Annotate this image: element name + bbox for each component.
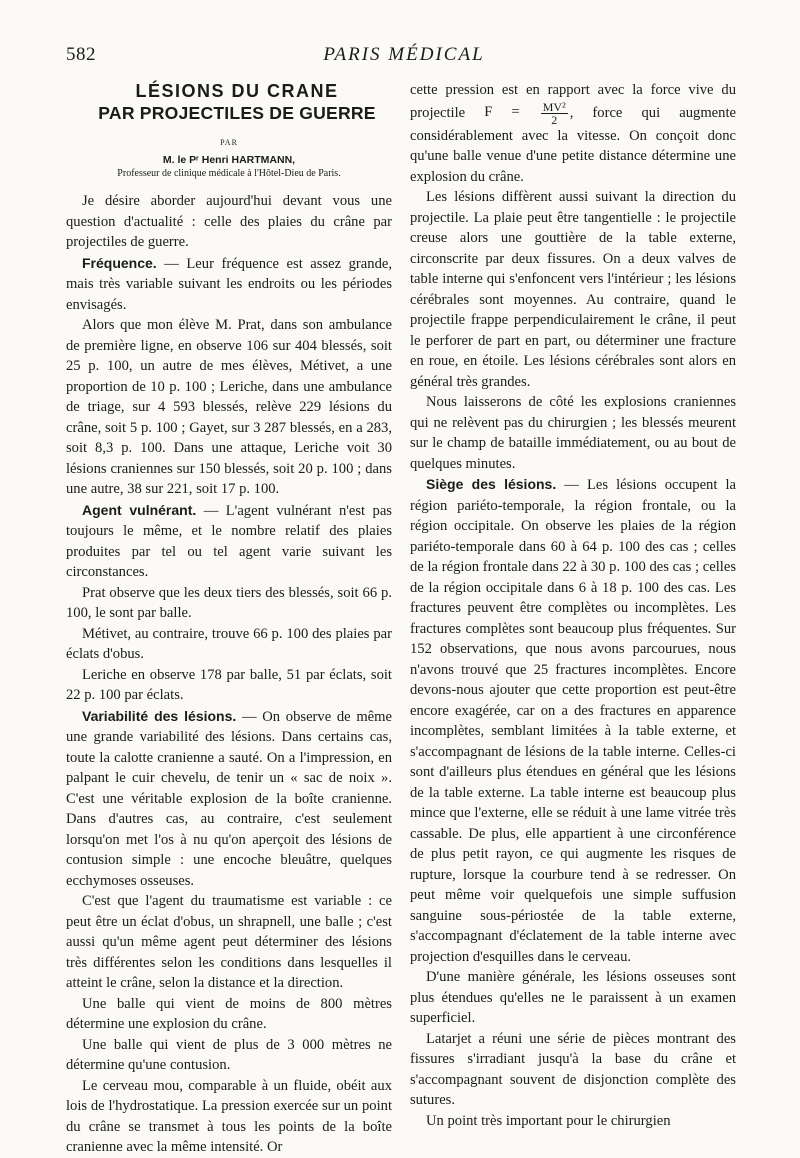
paragraph-latarjet: Latarjet a réuni une série de pièces montrant des fissures s'irradiant jusqu'à la base du crâne et s'accompagnant souvent de disjonction complète des sutures. [410,1030,736,1108]
kinetic-energy-formula [484,99,569,127]
section-heading-frequence: Fréquence. [82,254,157,271]
paragraph-intro: Je désire aborder aujourd'hui devant vous une question d'actualité : celle des plaies du crâne par projectiles de guerre. [66,193,392,250]
paragraph-leriche: Leriche en observe 178 par balle, 51 par éclats, soit 22 p. 100 par éclats. [66,666,392,703]
paragraph-agent-text: — L'agent vulnérant n'est pas toujours le même, et le nombre relatif des plaies produites par tel ou tel agent varie suivant les circonstances. [66,502,392,580]
paragraph-balle-3000: Une balle qui vient de plus de 3 000 mètres ne détermine qu'une contusion. [66,1036,392,1073]
formula-numerator: MV² [542,99,566,114]
article-title-line1: LÉSIONS DU CRANE [135,81,339,101]
paragraph-final: Un point très important pour le chirurgien [426,1112,671,1129]
section-heading-agent: Agent vulnérant. [82,501,197,518]
paragraph-frequence-text: — Leur fréquence est assez grande, mais très variable suivant les endroits ou les périodes envisagés. [66,255,392,313]
formula-denominator: 2 [551,112,558,127]
formula-fraction [541,101,568,126]
paragraph-cerveau: Le cerveau mou, comparable à un fluide, obéit aux lois de l'hydrostatique. La pression exercée sur un point du crâne se transmet à tous les points de la boîte cranienne avec la même intensité. Or [66,1077,392,1155]
left-column [66,80,392,1158]
paragraph-agent-traumatisme: C'est que l'agent du traumatisme est variable : ce peut être un éclat d'obus, un shrapnell, une balle ; c'est aussi qu'un même agent peut déterminer des lésions très différentes selon les conditions dans lesquelles il atteint le crâne, selon la distance et la direction. [66,893,392,991]
paragraph-metivet: Métivet, au contraire, trouve 66 p. 100 des plaies par éclats d'obus. [66,625,392,662]
author-affiliation: Professeur de clinique médicale à l'Hôtel-Dieu de Paris. [117,168,341,179]
author-name: M. le Pʳ Henri HARTMANN, [162,154,296,166]
paragraph-osseuses: D'une manière générale, les lésions osseuses sont plus étendues qu'elles ne le paraissent à un examen superficiel. [410,969,736,1026]
article-title-line2: PAR PROJECTILES DE GUERRE [98,103,376,123]
continuation-text-end: , force qui augmente considérablement avec la vitesse. On conçoit donc qu'une balle venue d'une petite distance détermine une explosion du crâne. [410,104,736,185]
paragraph-frequence [66,253,392,316]
paragraph-direction: Les lésions diffèrent aussi suivant la direction du projectile. La plaie peut être tangentielle : le projectile creuse alors une gouttière de la table externe, circonscrite par deux fissures. On a deux valves de table interne qui s'enfoncent vers l'intérieur ; les lésions cérébrales sont moyennes. Au contraire, quand le projectile frappe perpendiculairement le crâne, il peut le perforer de part en part, ou déterminer une fracture en roue, en étoile. Les lésions cérébrales sont alors en général très grandes. [410,189,736,390]
paragraph-siege [410,474,736,967]
paragraph-variabilite [66,706,392,892]
page-header [66,44,742,72]
paragraph-explosions: Nous laisserons de côté les explosions craniennes qui ne relèvent pas du chirurgien ; les blessés meurent sur le champ de bataille immédiatement, ou au bout de quelques minutes. [410,394,736,472]
paragraph-agent-vulnerant [66,500,392,583]
paragraph-variabilite-text: — On observe de même une grande variabilité des lésions. Dans certains cas, toute la calotte cranienne a sauté. On a l'impression, en palpant le cuir chevelu, de tenir un « sac de noix ». C'est une véritable explosion de la boîte cranienne. Dans d'autres cas, au contraire, c'est seulement lorsqu'on met l'os à nu qu'on aperçoit des lésions de contusion simple : une encoche bleuâtre, quelques ecchymoses osseuses. [66,708,392,889]
page-number: 582 [66,44,96,65]
byline-par: PAR [220,138,238,147]
paragraph-continuation [410,80,736,187]
paragraph-siege-text: — Les lésions occupent la région pariéto-temporale, la région frontale, ou la région occipitale. On observe les plaies de la région pariéto-temporale dans 60 à 64 p. 100 des cas ; celles de la région frontale dans 22 à 30 p. 100 des cas ; celles de la région occipitale dans 6 à 18 p. 100 des cas. Les fractures peuvent être complètes ou incomplètes. Les fractures complètes sont beaucoup plus fréquentes. Sur 152 observations, que nous avons parcourues, nous n'avons trouvé que 25 fractures incomplètes. Encore devons-nous ajouter que cette proportion est peut-être encore exagérée, car on a des fractures en apparence incomplètes, semblant limitées à la table externe, et s'accompagnant de lésions de la table interne. Celles-ci sont d'ailleurs plus étendues en général que les lésions de la table externe. La table interne est beaucoup plus mince que l'externe, elle se réduit à une lame vitrée très cassable. De plus, elle appartient à une circonférence de plus petit rayon, ce qui augmente les risques de rupture, lorsque la courbure tend à se redresser. On peut même voir quelquefois une simple suffusion sanguine sous-périostée de la table externe, s'accompagnant d'éclatement de la table interne avec projection d'esquilles dans le cerveau. [410,477,736,965]
section-heading-variabilite: Variabilité des lésions. [82,707,237,724]
right-column [410,80,736,1131]
section-heading-siege: Siège des lésions. [426,476,557,492]
paragraph-prat-balle: Prat observe que les deux tiers des blessés, soit 66 p. 100, le sont par balle. [66,584,392,621]
continuation-text-start: cette pression est en rapport avec la force vive du projectile [410,82,736,121]
formula-lhs: F = [484,104,539,121]
paragraph-balle-800: Une balle qui vient de moins de 800 mètres détermine une explosion du crâne. [66,995,392,1032]
paragraph-prat: Alors que mon élève M. Prat, dans son ambulance de première ligne, en observe 106 sur 404 blessés, soit 25 p. 100, un autre de mes élèves, Métivet, a une proportion de 10 p. 100 ; Leriche, dans une ambulance de triage, sur 4 593 blessés, relève 229 lésions du crâne, soit 5 p. 100 ; Gayet, sur 3 287 blessés, en a 283, soit 8,3 p. 100. Dans une attaque, Leriche voit 30 lésions craniennes sur 150 blessés, soit 20 p. 100 ; dans une autre, 38 sur 221, soit 17 p. 100. [66,317,392,497]
running-head: PARIS MÉDICAL [323,44,485,65]
